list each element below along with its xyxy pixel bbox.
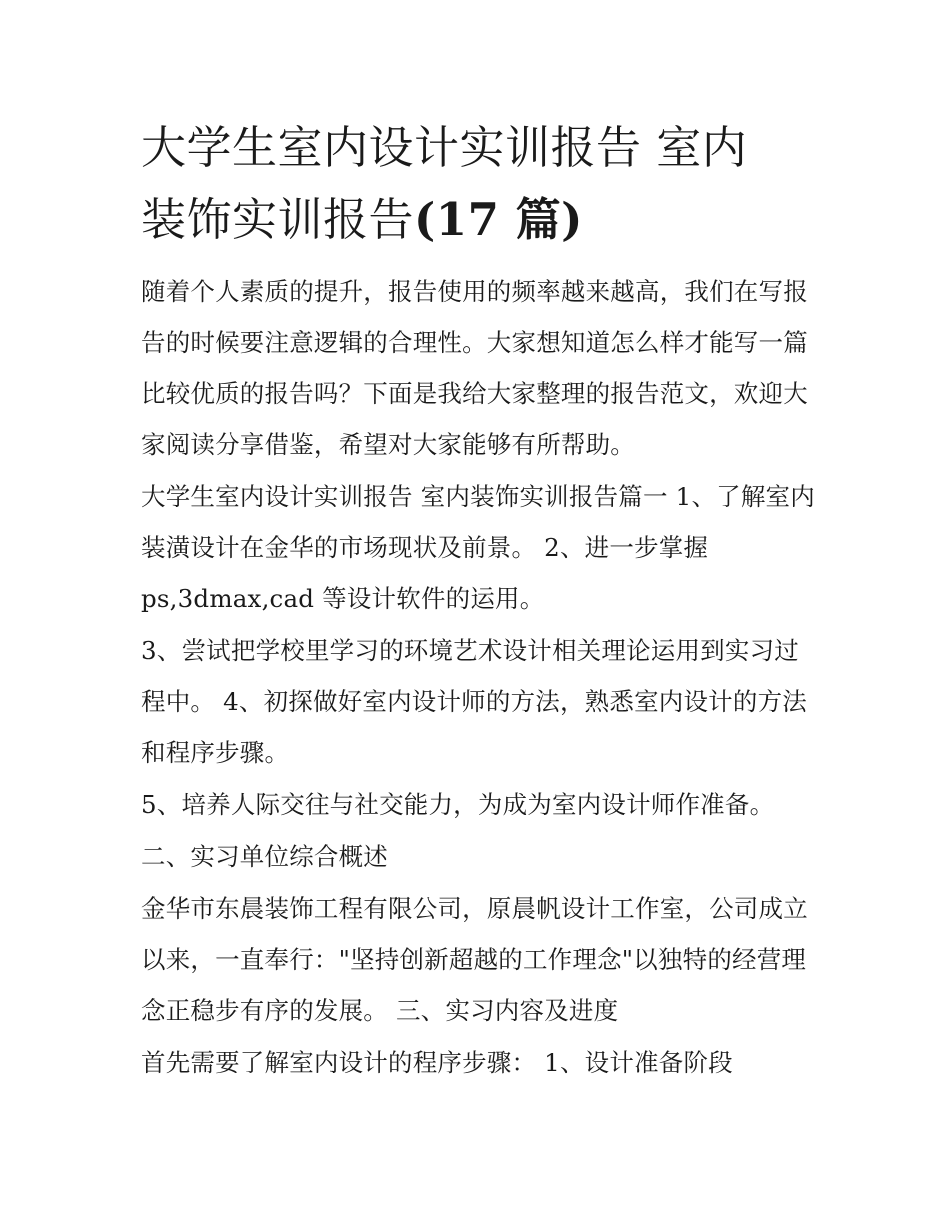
goal-five-paragraph: 5、培养人际交往与社交能力，为成为室内设计师作准备。 [141,790,775,819]
document-title [141,112,821,256]
procedure-paragraph: 首先需要了解室内设计的程序步骤： 1、设计准备阶段 [141,1048,733,1077]
title-count: (17 篇) [414,193,583,246]
section-one-paragraph: 大学生室内设计实训报告 室内装饰实训报告篇一 1、了解室内装潢设计在金华的市场现状及前景。 2、进一步掌握 [141,482,815,562]
title-line-2: 装饰实训报告 [141,193,415,246]
title-line-1: 大学生室内设计实训报告 室内 [141,121,748,174]
goals-paragraph: 3、尝试把学校里学习的环境艺术设计相关理论运用到实习过程中。 4、初探做好室内设计师的方法，熟悉室内设计的方法和程序步骤。 [141,636,807,767]
software-paragraph: ps,3dmax,cad 等设计软件的运用。 [141,584,545,613]
intro-paragraph: 随着个人素质的提升，报告使用的频率越来越高，我们在写报告的时候要注意逻辑的合理性。大家想知道怎么样才能写一篇比较优质的报告吗？下面是我给大家整理的报告范文，欢迎大家阅读分享借鉴，希望对大家能够有所帮助。 [141,277,808,459]
document-page [141,112,821,1088]
company-paragraph: 金华市东晨装饰工程有限公司，原晨帆设计工作室，公司成立以来，一直奉行："坚持创新超越的工作理念"以独特的经营理念正稳步有序的发展。 三、实习内容及进度 [141,894,808,1025]
section-heading-two: 二、实习单位综合概述 [141,842,388,871]
